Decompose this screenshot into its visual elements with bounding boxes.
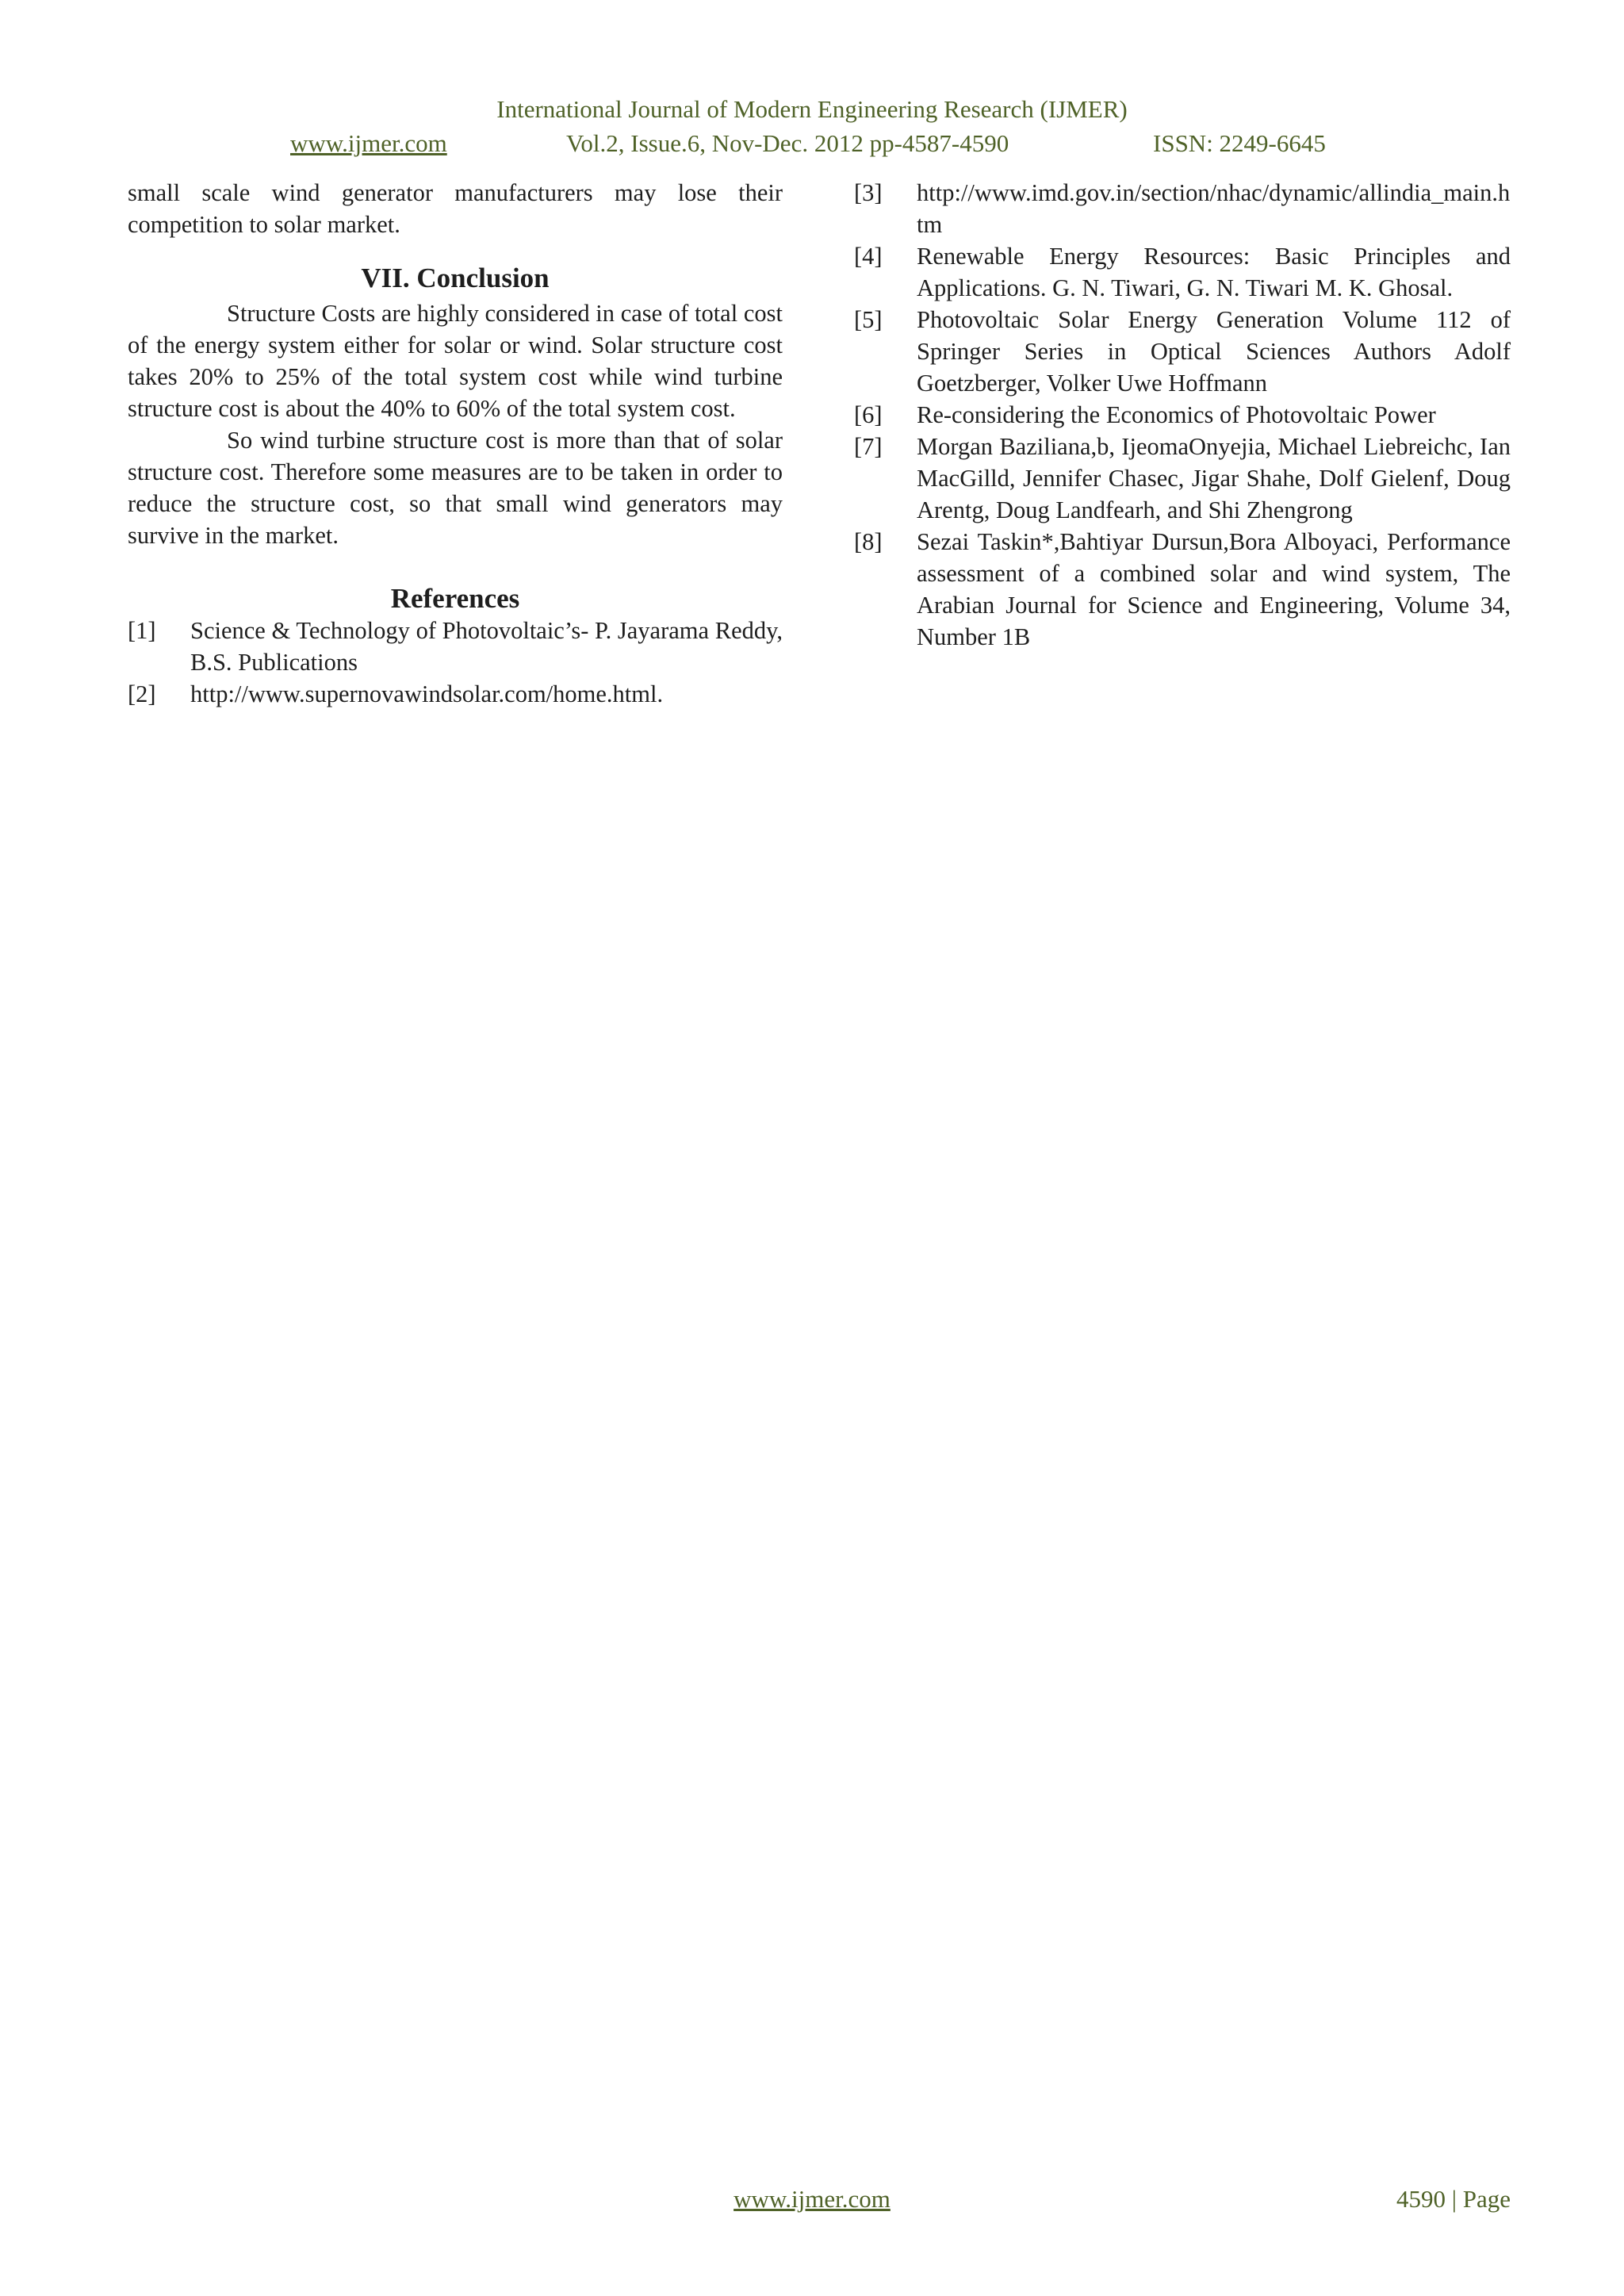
footer-website-link[interactable]: www.ijmer.com	[733, 2185, 891, 2213]
reference-text: Sezai Taskin*,Bahtiyar Dursun,Bora Alboyaci, Performance assessment of a combined solar and wind system, The Arabian Journal for Science and Engineering, Volume 34, Number 1B	[917, 528, 1511, 650]
reference-item	[854, 240, 1511, 304]
reference-link[interactable]: http://www.imd.gov.in/section/nhac/dynamic/allindia_main.htm	[917, 179, 1511, 238]
reference-text: Science & Technology of Photovoltaic’s- P. Jayarama Reddy, B.S. Publications	[190, 617, 783, 676]
footer-website	[0, 2183, 1624, 2215]
reference-item	[854, 304, 1511, 399]
header-volume-info: Vol.2, Issue.6, Nov-Dec. 2012 pp-4587-4590	[566, 129, 1009, 157]
reference-number: [6]	[854, 401, 883, 428]
page-number: 4590 | Page	[1396, 2185, 1511, 2213]
reference-number: [2]	[128, 680, 156, 707]
header-website-link[interactable]: www.ijmer.com	[290, 129, 447, 157]
left-column	[128, 177, 783, 710]
reference-number: [5]	[854, 306, 883, 333]
reference-item	[128, 678, 783, 710]
conclusion-heading: VII. Conclusion	[361, 263, 550, 293]
reference-item	[854, 177, 1511, 240]
conclusion-paragraph-1: Structure Costs are highly considered in case of total cost of the energy system either for solar or wind. Solar structure cost takes 20% to 25% of the total system cost while wind turbine structure cost is about the 40% to 60% of the total system cost.	[128, 300, 783, 422]
reference-number: [7]	[854, 433, 883, 460]
reference-number: [4]	[854, 243, 883, 270]
header-issn: ISSN: 2249-6645	[1153, 129, 1326, 157]
reference-item	[854, 526, 1511, 653]
journal-title: International Journal of Modern Engineering Research (IJMER)	[496, 95, 1128, 123]
reference-link[interactable]: http://www.supernovawindsolar.com/home.html.	[190, 680, 664, 707]
reference-text: Renewable Energy Resources: Basic Principles and Applications. G. N. Tiwari, G. N. Tiwari M. K. Ghosal.	[917, 243, 1511, 301]
intro-paragraph: small scale wind generator manufacturers may lose their competition to solar market.	[128, 179, 783, 238]
right-column	[854, 177, 1511, 653]
references-heading: References	[390, 583, 520, 614]
reference-text: Re-considering the Economics of Photovoltaic Power	[917, 401, 1436, 428]
references-list-left	[128, 615, 783, 710]
header-info-line	[0, 128, 1624, 159]
reference-number: [1]	[128, 617, 156, 644]
reference-item	[128, 615, 783, 678]
references-list-right	[854, 177, 1511, 653]
reference-item	[854, 399, 1511, 431]
reference-item	[854, 431, 1511, 526]
reference-number: [8]	[854, 528, 883, 555]
reference-text: Morgan Baziliana,b, IjeomaOnyejia, Michael Liebreichc, Ian MacGilld, Jennifer Chasec, Jigar Shahe, Dolf Gielenf, Doug Arentg, Doug Landfearh, and Shi Zhengrong	[917, 433, 1511, 523]
reference-number: [3]	[854, 179, 883, 206]
reference-text: Photovoltaic Solar Energy Generation Volume 112 of Springer Series in Optical Sciences Authors Adolf Goetzberger, Volker Uwe Hoffmann	[917, 306, 1511, 397]
conclusion-paragraph-2: So wind turbine structure cost is more than that of solar structure cost. Therefore some measures are to be taken in order to reduce the structure cost, so that small wind generators may survive in the market.	[128, 427, 783, 549]
